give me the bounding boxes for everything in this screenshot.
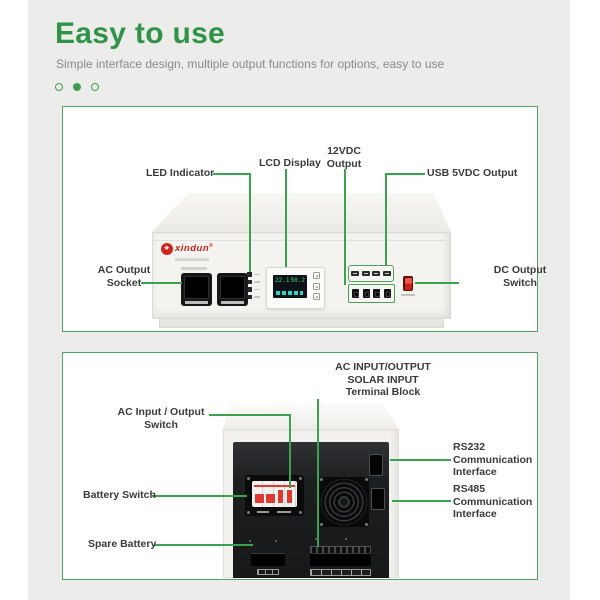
screw-mark	[345, 538, 347, 540]
callout-spare-battery: Spare Battery	[88, 538, 157, 550]
dc12v-socket	[363, 289, 370, 298]
callout-12vdc-output: 12VDC Output	[326, 145, 362, 170]
callout-line	[285, 169, 287, 267]
cabinet-top-face	[223, 404, 399, 429]
screw-icon	[247, 477, 250, 480]
callout-line	[154, 544, 253, 546]
led-light	[247, 272, 252, 277]
back-view-panel	[62, 352, 538, 580]
inverter-base	[159, 319, 444, 328]
front-view-panel	[62, 106, 547, 332]
led-light	[247, 287, 252, 292]
socket-tag	[221, 301, 244, 304]
page-subtitle: Simple interface design, multiple output functions for options, easy to use	[56, 57, 445, 71]
screw-icon	[320, 478, 323, 481]
screw-icon	[299, 477, 302, 480]
rs232-port	[369, 454, 383, 476]
callout-dc-output-switch: DC Output Switch	[493, 264, 547, 289]
breaker-mount-frame	[245, 475, 304, 516]
ac-breaker-toggle[interactable]	[287, 490, 292, 503]
led-caption	[254, 274, 260, 276]
fan-grille	[321, 479, 367, 525]
screw-mark	[275, 540, 277, 542]
screw-icon	[320, 523, 323, 526]
callout-line	[213, 173, 250, 175]
callout-line	[249, 173, 251, 272]
screw-icon	[247, 511, 250, 514]
ac-breaker-toggle[interactable]	[278, 490, 283, 503]
led-caption	[254, 281, 260, 283]
callout-line	[392, 500, 451, 502]
brand-tagline	[175, 258, 209, 261]
screw-mark	[249, 540, 251, 542]
plug-icon	[313, 293, 320, 300]
dc12v-output-group	[348, 284, 395, 303]
callout-rs232-interface: RS232 Communication Interface	[453, 441, 533, 478]
socket-tag	[185, 301, 208, 304]
callout-line	[415, 282, 459, 284]
lcd-screen	[273, 275, 307, 298]
battery-breaker-toggle[interactable]	[266, 494, 275, 503]
terminal-block-row	[310, 546, 371, 553]
callout-rs485-interface: RS485 Communication Interface	[453, 483, 533, 520]
usb-output-group	[348, 265, 394, 282]
inverter-top-face	[152, 193, 451, 232]
bulb-icon	[313, 272, 320, 279]
led-indicator-strip	[247, 272, 260, 299]
brand-logo-icon: ★	[161, 243, 173, 255]
screw-icon	[299, 511, 302, 514]
carousel-dot[interactable]	[73, 83, 81, 91]
screw-icon	[365, 478, 368, 481]
page-title: Easy to use	[55, 17, 226, 50]
callout-usb-output: USB 5VDC Output	[427, 167, 518, 179]
callout-line	[317, 399, 319, 547]
lcd-display	[266, 267, 325, 309]
battery-icon	[313, 283, 320, 290]
usb-port	[372, 271, 380, 276]
led-light	[247, 280, 252, 285]
fan-hub	[339, 497, 349, 507]
led-light	[247, 295, 252, 300]
dc-output-switch[interactable]	[403, 276, 413, 291]
dc12v-socket	[373, 289, 380, 298]
ac-socket-label-strip	[181, 267, 207, 270]
carousel-dots	[55, 83, 99, 91]
registered-mark: ®	[209, 243, 214, 249]
dc-switch-caption	[401, 294, 415, 296]
dc12v-socket	[384, 289, 391, 298]
brand-name: xindun®	[175, 243, 214, 255]
callout-line	[344, 169, 346, 285]
carousel-dot[interactable]	[55, 83, 63, 91]
breaker-caption	[257, 511, 269, 513]
callout-line	[385, 173, 425, 175]
carousel-dot[interactable]	[91, 83, 99, 91]
usb-port	[351, 271, 359, 276]
lcd-status-bar	[276, 291, 303, 295]
lcd-value-right: 50.2	[290, 277, 305, 284]
callout-line	[289, 414, 291, 488]
screw-icon	[365, 523, 368, 526]
terminal-block-slot	[310, 553, 371, 566]
cooling-fan	[319, 477, 369, 527]
callout-line	[152, 495, 247, 497]
spare-battery-slot	[251, 553, 285, 566]
battery-breaker-toggle[interactable]	[255, 494, 264, 503]
usb-port	[383, 271, 391, 276]
lcd-value-left: 22.1	[275, 277, 290, 284]
usb-port	[362, 271, 370, 276]
callout-battery-switch: Battery Switch	[83, 489, 156, 501]
led-caption	[254, 296, 260, 298]
ac-output-socket	[217, 273, 248, 306]
led-caption	[254, 289, 260, 291]
callout-terminal-block: AC INPUT/OUTPUT SOLAR INPUT Terminal Block	[335, 361, 431, 398]
callout-ac-output-socket: AC Output Socket	[97, 264, 151, 289]
back-panel-plate	[233, 442, 389, 578]
socket-opening	[220, 276, 245, 299]
callout-led-indicator: LED Indicator	[146, 167, 215, 179]
callout-line	[385, 173, 387, 265]
breaker-caption	[277, 511, 291, 513]
terminal-block-labels	[310, 569, 371, 576]
switch-rocker	[405, 278, 412, 290]
dc12v-socket	[352, 289, 359, 298]
ac-output-socket	[181, 273, 212, 306]
socket-opening	[184, 276, 209, 299]
callout-ac-input-output-switch: AC Input / Output Switch	[117, 406, 205, 431]
front-seam	[153, 240, 450, 241]
spare-battery-label	[257, 569, 279, 575]
callout-line	[390, 459, 451, 461]
rs485-port	[371, 488, 385, 510]
callout-lcd-display: LCD Display	[259, 157, 321, 169]
brand-logo	[161, 243, 213, 255]
